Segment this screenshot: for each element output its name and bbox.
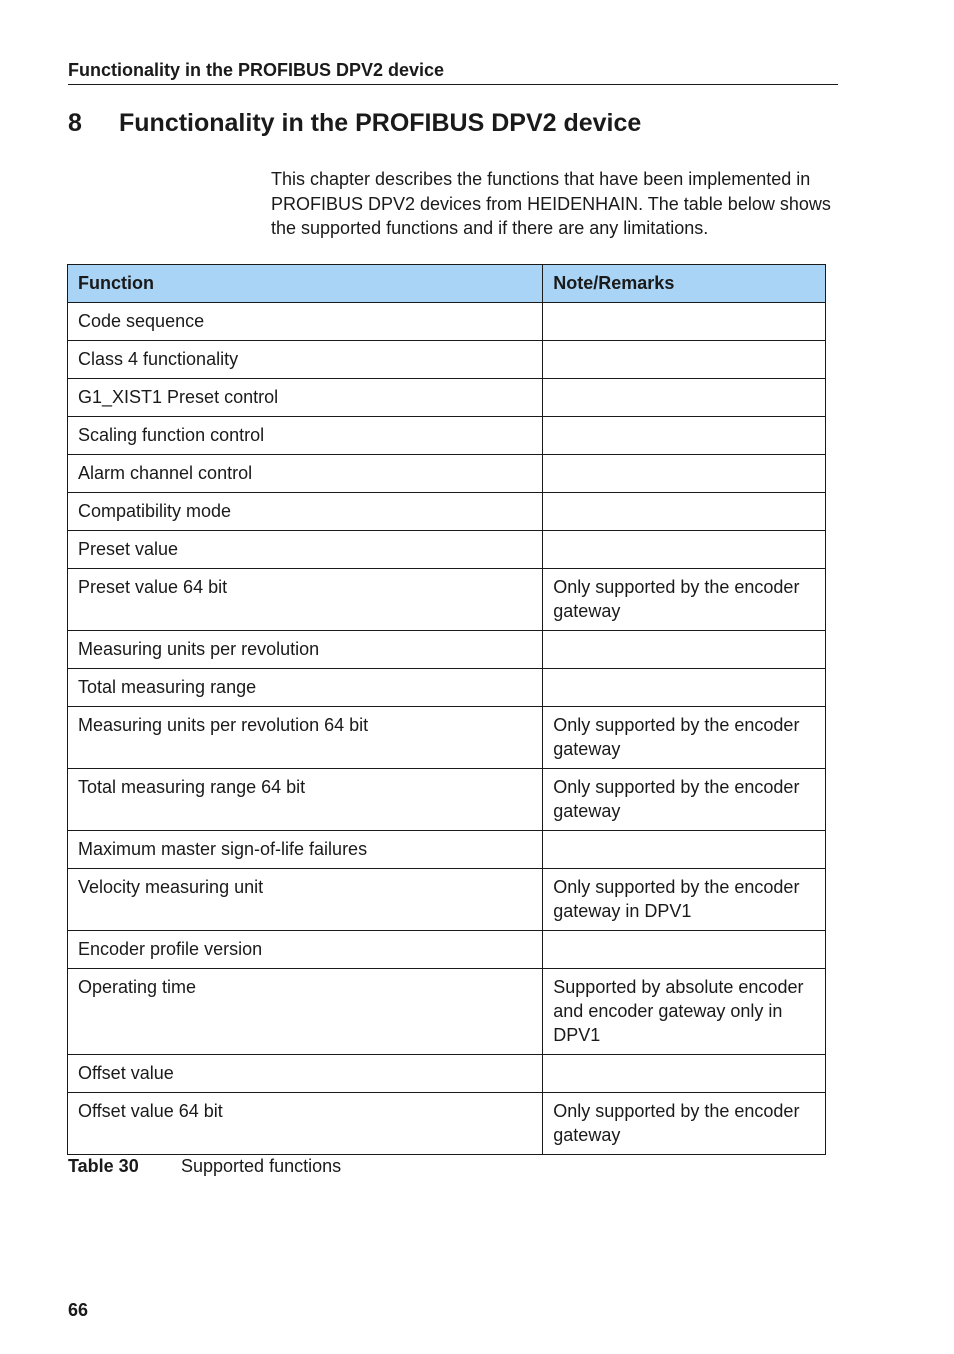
page-number: 66 — [68, 1300, 89, 1320]
table-row — [68, 931, 826, 969]
table-row — [68, 303, 826, 341]
table-header-row — [68, 265, 826, 303]
note-cell — [543, 669, 826, 707]
function-cell: Encoder profile version — [68, 931, 543, 969]
note-cell: Only supported by the encoder gateway — [543, 1093, 826, 1155]
table-row — [68, 869, 826, 931]
table-row — [68, 707, 826, 769]
table-row — [68, 1093, 826, 1155]
note-cell — [543, 631, 826, 669]
note-cell — [543, 493, 826, 531]
note-cell: Only supported by the encoder gateway — [543, 707, 826, 769]
note-cell — [543, 1055, 826, 1093]
running-header: Functionality in the PROFIBUS DPV2 device — [68, 59, 838, 85]
table-row — [68, 769, 826, 831]
note-cell — [543, 379, 826, 417]
note-cell — [543, 831, 826, 869]
function-cell: Maximum master sign-of-life failures — [68, 831, 543, 869]
intro-text: This chapter describes the functions that have been implemented in PROFIBUS DPV2 devices from HEIDENHAIN. The table below shows the supported functions and if there are any limitations. — [271, 169, 831, 238]
function-cell: Code sequence — [68, 303, 543, 341]
function-cell: Alarm channel control — [68, 455, 543, 493]
function-cell: Offset value 64 bit — [68, 1093, 543, 1155]
note-cell — [543, 455, 826, 493]
function-cell: G1_XIST1 Preset control — [68, 379, 543, 417]
note-cell — [543, 341, 826, 379]
chapter-number: 8 — [68, 109, 82, 137]
column-header-function: Function — [68, 265, 543, 303]
table-row — [68, 417, 826, 455]
table-row — [68, 455, 826, 493]
note-cell — [543, 417, 826, 455]
column-header-note: Note/Remarks — [543, 265, 826, 303]
function-cell: Total measuring range 64 bit — [68, 769, 543, 831]
function-cell: Compatibility mode — [68, 493, 543, 531]
intro-paragraph — [271, 167, 841, 241]
function-cell: Measuring units per revolution 64 bit — [68, 707, 543, 769]
note-cell: Supported by absolute encoder and encoder gateway only in DPV1 — [543, 969, 826, 1055]
caption-label: Table 30 — [68, 1156, 139, 1176]
table-row — [68, 341, 826, 379]
note-cell: Only supported by the encoder gateway in DPV1 — [543, 869, 826, 931]
table-row — [68, 831, 826, 869]
table-row — [68, 631, 826, 669]
function-cell: Preset value 64 bit — [68, 569, 543, 631]
note-cell — [543, 931, 826, 969]
table-row — [68, 379, 826, 417]
table-row — [68, 493, 826, 531]
note-cell: Only supported by the encoder gateway — [543, 769, 826, 831]
function-cell: Total measuring range — [68, 669, 543, 707]
chapter-title: Functionality in the PROFIBUS DPV2 device — [119, 109, 642, 137]
chapter-heading — [68, 109, 641, 138]
table-row — [68, 569, 826, 631]
caption-text: Supported functions — [181, 1156, 342, 1176]
function-cell: Class 4 functionality — [68, 341, 543, 379]
table-row — [68, 669, 826, 707]
function-cell: Measuring units per revolution — [68, 631, 543, 669]
function-cell: Velocity measuring unit — [68, 869, 543, 931]
note-cell: Only supported by the encoder gateway — [543, 569, 826, 631]
function-cell: Preset value — [68, 531, 543, 569]
note-cell — [543, 303, 826, 341]
function-cell: Operating time — [68, 969, 543, 1055]
supported-functions-table — [67, 264, 826, 1155]
table-row — [68, 531, 826, 569]
function-cell: Offset value — [68, 1055, 543, 1093]
note-cell — [543, 531, 826, 569]
table-caption — [68, 1154, 341, 1178]
table-row — [68, 969, 826, 1055]
table-row — [68, 1055, 826, 1093]
function-cell: Scaling function control — [68, 417, 543, 455]
